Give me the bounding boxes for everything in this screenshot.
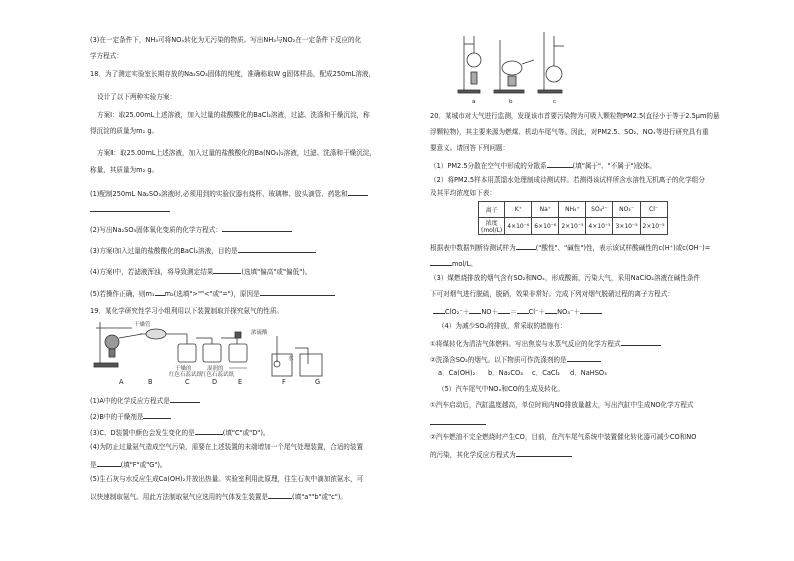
generator-svg (456, 30, 566, 105)
letter-b: B (148, 378, 153, 386)
q20-q2-c (430, 242, 710, 253)
option-b[interactable]: b．Na₂CO₃ (488, 369, 523, 377)
ion-table-row (479, 218, 668, 235)
q18-q1-blank[interactable] (348, 188, 368, 196)
q18-plan2-a: 方案Ⅱ：取25.00mL上述溶液，加入过量的盐酸酸化的Ba(NO₃)₂溶液，过滤、洗涤和干燥沉淀， (97, 149, 376, 157)
q20-q5: （5）汽车尾气中NOₓ和CO的生成及转化。 (438, 385, 564, 393)
q20-q5-a-blank[interactable] (430, 417, 486, 425)
q20-q3-a: （3）煤燃烧排放的烟气含有SO₂和NOₓ，形成酸雨，污染大气，采用NaClO₂溶液在碱性条件 (430, 274, 701, 282)
q19-q5-b (90, 491, 347, 502)
q18-q2-text: (2)写出Na₂SO₃固体氧化变质的化学方程式： (90, 226, 222, 234)
ion-header-cell: SO₄²⁻ (586, 202, 613, 218)
q18-plan2-b: 称量，其质量为m₂ g。 (90, 166, 159, 174)
q18-q1-cont (90, 204, 170, 215)
q20-q1-text: （1）PM2.5分散在空气中形成的分散系 (430, 162, 547, 170)
letter-e: E (238, 378, 243, 386)
letter-g: G (315, 378, 321, 386)
q18-design: 设计了以下两种实验方案： (97, 93, 177, 101)
q18-q4-hint: (选填"偏高"或"偏低")。 (241, 268, 312, 276)
q18-q4-text: (4)方案Ⅰ中，若滤液浑浊，将导致测定结果 (90, 268, 214, 276)
q19-q5-hint: (填"a""b"或"c")。 (292, 493, 348, 501)
q18-q5 (90, 288, 335, 299)
q19-q5-blank[interactable] (268, 491, 292, 499)
q17-3-line2 (90, 52, 123, 61)
water-label: 水 (288, 356, 294, 362)
bottle-c-label2: 红色石蕊试纸 (169, 372, 203, 378)
q20-q2-a: （2）将PM2.5样本用蒸馏水处理制成待测试样。若测得该试样所含水溶性无机离子的化学组分 (430, 176, 705, 184)
q20-options (438, 369, 607, 378)
q17-3-label: 学方程式： (90, 52, 123, 60)
option-c[interactable]: c．CaCl₂ (532, 369, 560, 377)
q19-q4-cont (90, 459, 167, 470)
q20-stem-1: 20．某城市对大气进行监测，发现该市首要污染物为可吸入颗粒物PM2.5(直径小于等于2.5μm的悬 (430, 112, 720, 120)
q19-q5-text: 以快速制取氨气。用此方法制取氨气应选用的气体发生装置是 (90, 493, 269, 501)
ion-cell: 2×10⁻⁵ (640, 218, 667, 235)
q19-q5-a: (5)生石灰与水反应生成Ca(OH)₂并放出热量。实验室利用此原理，往生石灰中滴加浓氨水，可 (90, 475, 364, 483)
q19-q1-text: (1)A中的化学反应方程式是 (90, 397, 170, 405)
q18-q5-text: (5)若操作正确，则m₁ (90, 290, 155, 298)
bottle-c-label: 干燥的 (175, 366, 192, 372)
dry-tube-label: 干燥管 (134, 322, 151, 328)
q19-q2 (90, 411, 171, 422)
q20-q4: （4）为减少SO₂的排放，常采取的措施有： (438, 322, 567, 330)
q17-3-line1: (3)在一定条件下，NH₃可将NOₓ转化为无污染的物质。写出NH₃与NO₂在一定条件下反应的化 (90, 36, 362, 44)
q20-q1-hint: (填"属于"、"不属于")胶体。 (572, 162, 656, 170)
q20-q4-a-blank[interactable] (621, 338, 661, 346)
q20-stem-3: 要意义。请回答下列问题： (430, 144, 510, 152)
q19-q3-hint: (填"C"或"D")。 (222, 429, 270, 437)
q18-q4-blank[interactable] (213, 266, 241, 274)
q19-q4: (4)为防止过量氨气造成空气污染，需要在上述装置的末端增加一个尾气处理装置，合适的装置 (90, 443, 364, 451)
fig-letter-a: a (472, 99, 476, 105)
ion-header-cell: NH₄⁺ (559, 202, 586, 218)
q18-q5-blank1[interactable] (155, 288, 165, 296)
q20-q4-a (430, 338, 661, 349)
q20-q2-blank2[interactable] (430, 258, 452, 266)
q20-q4-b-text: ②洗涤含SO₂的烟气。以下物质可作洗涤剂的是 (430, 356, 567, 364)
q20-q5-b: ②汽车燃油不完全燃烧时产生CO，目前，在汽车尾气系统中装置催化转化器可减少CO和NO (430, 433, 697, 441)
generator-figure (456, 30, 566, 105)
q18-stem: 18．为了测定实验室长期存放的Na₂SO₃固体的纯度，准确称取W g固体样品，配成250mL溶液， (90, 70, 376, 78)
q18-q3-blank[interactable] (238, 245, 316, 253)
ion-cell: 浓度(mol/L) (479, 218, 505, 235)
q20-q3-no3: NO₃⁻＋ (557, 308, 581, 316)
q20-q3-clo2: ClO₂⁻＋ (445, 308, 470, 316)
letter-c: C (185, 378, 190, 386)
q19-q4-blank[interactable] (97, 459, 121, 467)
letter-a: A (119, 378, 124, 386)
q20-q5-c (430, 449, 572, 460)
q19-q1-blank[interactable] (170, 395, 200, 403)
ion-header-cell: NO₃⁻ (613, 202, 640, 218)
q20-q3-coef1[interactable] (433, 306, 445, 314)
q18-q3-text: (3)方案Ⅰ加入过量的盐酸酸化的BaCl₂溶液，目的是 (90, 247, 238, 255)
q20-q3-coef3[interactable] (498, 306, 510, 314)
ion-cell: 4×10⁻⁵ (586, 218, 613, 235)
ion-cell: 3×10⁻⁵ (613, 218, 640, 235)
q20-q3-b: 下可对烟气进行脱硫，脱硝，效果非常好。完成下列对烟气脱硝过程的离子方程式： (430, 290, 674, 298)
q18-q3 (90, 245, 316, 256)
q18-q1 (90, 188, 368, 199)
q20-q5-a: ①汽车启动后，汽缸温度越高，单位时间内NO排放量越大，写出汽缸中生成NO化学方程式 (430, 401, 694, 409)
q19-apparatus-figure (92, 318, 332, 386)
q18-q1-text: (1)配制250mL Na₂SO₃溶液时,必须用到的实验仪器有烧杯、玻璃棒、胶头滴管、药匙和 (90, 190, 348, 198)
q20-q2-text: 根据表中数据判断待测试样为 (430, 244, 516, 252)
q20-q1 (430, 160, 656, 171)
q20-q4-b (430, 354, 601, 365)
q20-q3-cl: Cl⁻＋ (528, 308, 546, 316)
q20-q3-coef4[interactable] (517, 306, 529, 314)
ion-header-cell: K⁺ (505, 202, 532, 218)
option-a[interactable]: a．Ca(OH)₂ (438, 369, 476, 377)
q18-q5-text2: m₂(选填">""<"或"=")，原因是 (164, 290, 260, 298)
ion-cell: 4×10⁻⁶ (505, 218, 532, 235)
q19-q3-text: (3)C、D装置中颜色会发生变化的是 (90, 429, 195, 437)
q19-q4-hint: (填"F"或"G")。 (120, 461, 167, 469)
letter-d: D (212, 378, 218, 386)
q20-q2-text2: ("酸性"、"碱性")性，表示该试样酸碱性的c(H⁺)或c(OH⁻)= (535, 244, 711, 252)
q18-q2 (90, 224, 292, 235)
ion-table (478, 201, 668, 235)
bottle-d-label2: 红色石蕊试纸 (201, 372, 235, 378)
q20-q4-b-blank[interactable] (567, 354, 601, 362)
q19-q4-label: 是 (90, 461, 97, 469)
q20-q4-a-text: ①将煤转化为清洁气体燃料。写出焦炭与水蒸气反应的化学方程式 (430, 340, 621, 348)
q20-q5-c-blank[interactable] (516, 449, 572, 457)
q20-q3-eq: ＝ (510, 308, 517, 316)
q19-q3 (90, 427, 270, 438)
ion-header-cell: Cl⁻ (640, 202, 667, 218)
q20-q3-no: NO＋ (481, 308, 499, 316)
q19-q1 (90, 395, 200, 406)
q20-q5-c-text: 的污染，其化学反应方程式为 (430, 451, 516, 459)
fig-letter-c: c (553, 99, 557, 105)
option-d[interactable]: d．NaHSO₃ (570, 369, 607, 377)
q20-q3-coef6[interactable] (580, 306, 602, 314)
q20-q2-e (430, 258, 477, 269)
ion-header-cell: Na⁺ (532, 202, 559, 218)
fig-letter-b: b (509, 99, 513, 105)
ion-cell: 6×10⁻⁶ (532, 218, 559, 235)
ion-cell: 2×10⁻⁵ (559, 218, 586, 235)
q20-q2-b: 及其平均浓度如下表： (430, 189, 496, 197)
q18-plan1-b: 得沉淀的质量为m₁ g。 (90, 127, 159, 135)
q20-q3-equation (433, 306, 602, 317)
q18-q5-blank2[interactable] (260, 288, 335, 296)
conc-acid-label: 浓硫酸 (251, 330, 268, 336)
q19-stem: 19．某化学研究性学习小组利用以下装置制取并探究氨气的性质。 (90, 307, 284, 315)
q20-q3-coef2[interactable] (469, 306, 481, 314)
ion-table-header (479, 202, 668, 218)
q18-q2-blank[interactable] (222, 224, 292, 232)
q20-q3-coef5[interactable] (545, 306, 557, 314)
q20-q5-a-cont (430, 417, 486, 428)
q20-q2-blank1[interactable] (516, 242, 536, 250)
q19-q3-blank[interactable] (195, 427, 223, 435)
q20-stem-2: 浮颗粒物)，其主要来源为燃煤、机动车尾气等。因此，对PM2.5、SO₂、NOₓ等进行研究具有重 (430, 128, 709, 136)
q18-q1-blank2[interactable] (90, 204, 170, 212)
letter-f: F (282, 378, 286, 386)
q19-q2-blank[interactable] (143, 411, 171, 419)
q18-q4 (90, 266, 311, 277)
q18-plan1-a: 方案Ⅰ：取25.00mL上述溶液，加入过量的盐酸酸化的BaCl₂溶液，过滤、洗涤和干燥沉淀，称 (97, 111, 370, 119)
q19-q2-text: (2)B中的干燥剂是 (90, 413, 144, 421)
bottle-d-label: 湿润的 (207, 366, 224, 372)
ion-header-cell: 离子 (479, 202, 505, 218)
q20-q2-unit: mol/L。 (452, 260, 477, 268)
q20-q1-blank[interactable] (547, 160, 573, 168)
